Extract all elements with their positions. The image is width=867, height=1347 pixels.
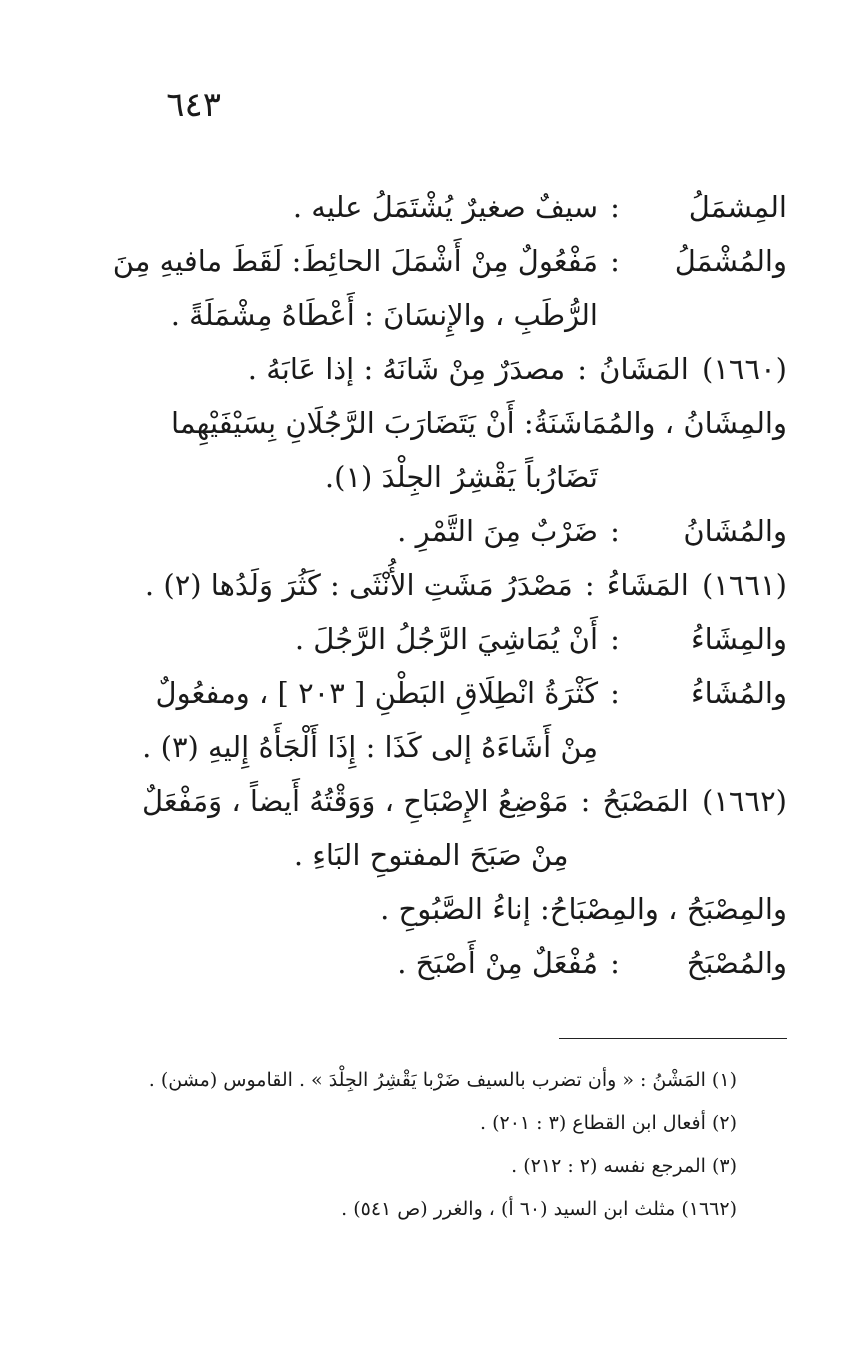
entry-headword-text: المِشمَلُ xyxy=(688,190,787,224)
definition-line: مَفْعُولٌ مِنْ أَشْمَلَ الحائِطَ: لَقَطَ مافيهِ مِنَ xyxy=(112,244,598,278)
entry-definition xyxy=(87,460,598,494)
entry-colon: : xyxy=(610,190,620,224)
entry-definition xyxy=(87,244,598,332)
entry-definition xyxy=(87,352,565,386)
entry xyxy=(87,892,787,926)
definition-line: سيفٌ صغيرٌ يُشْتَمَلُ عليه . xyxy=(292,190,598,224)
entry-headword xyxy=(632,190,787,224)
definition-line: مِنْ أَشَاءَهُ إلى كَذَا : إِذَا أَلْجَأَهُ إِليهِ (٣) . xyxy=(142,730,598,764)
footnote: (٢) أفعال ابن القطاع (٣ : ٢٠١) . xyxy=(480,1112,737,1134)
footnote: (٣) المرجع نفسه (٢ : ٢١٢) . xyxy=(511,1155,737,1177)
entry-definition xyxy=(87,676,598,764)
entry-headword xyxy=(632,244,787,278)
entry-definition xyxy=(87,190,598,224)
definition-line: كَثْرَةُ انْطِلَاقِ البَطْنِ [ ٢٠٣ ] ، ومفعُولٌ xyxy=(155,676,598,710)
entry-colon: : xyxy=(577,352,588,386)
entry-definition xyxy=(87,784,569,872)
entry-definition xyxy=(87,622,598,656)
entry-headword xyxy=(632,676,787,710)
definition-line: مِنْ صَبَحَ المفتوحِ البَاءِ . xyxy=(293,838,569,872)
entry-definition xyxy=(87,568,573,602)
entry-colon: : xyxy=(584,568,595,602)
entry xyxy=(87,946,787,980)
entry-definition xyxy=(87,946,598,980)
entry-colon: : xyxy=(610,622,620,656)
definition-line: أَنْ يُمَاشِيَ الرَّجُلُ الرَّجُلَ . xyxy=(294,622,598,656)
entry-headword-text: والمِشَاءُ xyxy=(690,622,787,656)
entry-headword-text: المَشَاءُ xyxy=(606,568,689,602)
entry-number: (١٦٦٠) xyxy=(702,352,787,386)
entry-colon: : xyxy=(610,514,620,548)
entry-colon: : xyxy=(610,676,620,710)
entry xyxy=(87,784,787,872)
entry-colon: : xyxy=(580,784,591,818)
entry xyxy=(87,244,787,332)
entry-full-line: والمِصْبَحُ ، والمِصْبَاحُ: إناءُ الصَّبُوحِ . xyxy=(380,892,787,926)
footnote: (١) المَشْنُ : « وأن تضرب بالسيف ضَرْبا يَقْشِرُ الجِلْدَ » . القاموس (مشن) . xyxy=(148,1069,737,1091)
definition-line: الرُّطَبِ ، والإِنسَانَ : أَعْطَاهُ مِشْمَلَةً . xyxy=(170,298,598,332)
entry-headword-text: والمُشَاءُ xyxy=(690,676,787,710)
definition-line: مَصْدَرُ مَشَتِ الأُنْثَى : كَثُرَ وَلَدُها (٢) . xyxy=(144,568,573,602)
entry-headword-text: والمُصْبَحُ xyxy=(686,946,787,980)
entry-headword-text: المَشَانُ xyxy=(599,352,689,386)
definition-line: تَضَارُباً يَقْشِرُ الجِلْدَ (١). xyxy=(324,460,598,494)
entry-full-line: والمِشَانُ ، والمُمَاشَنَةُ: أَنْ يَتَضَارَبَ الرَّجُلَانِ بِسَيْفَيْهِما xyxy=(171,406,787,440)
entry-headword xyxy=(632,622,787,656)
entry-headword xyxy=(599,352,787,386)
entry-colon: : xyxy=(610,946,620,980)
entry xyxy=(87,676,787,764)
entry-headword-text: والمُشْمَلُ xyxy=(674,244,787,278)
footnote-separator xyxy=(559,1038,787,1039)
entry-headword xyxy=(632,514,787,548)
definition-line: ضَرْبٌ مِنَ التَّمْرِ . xyxy=(397,514,598,548)
entry-headword xyxy=(603,784,787,818)
page-number: ٦٤٣ xyxy=(166,85,221,125)
entry-headword-text: والمُشَانُ xyxy=(683,514,787,548)
entry-definition xyxy=(87,514,598,548)
entry xyxy=(87,352,787,386)
dictionary-entries xyxy=(87,190,787,1000)
entry-number: (١٦٦١) xyxy=(702,568,787,602)
entry-headword-text: المَصْبَحُ xyxy=(602,784,689,818)
entry xyxy=(87,190,787,224)
entry xyxy=(87,406,787,494)
entry-headword xyxy=(632,946,787,980)
entry-number: (١٦٦٢) xyxy=(702,784,787,818)
entry-headword xyxy=(607,568,787,602)
definition-line: مُفْعَلٌ مِنْ أَصْبَحَ . xyxy=(397,946,598,980)
entry xyxy=(87,622,787,656)
entry xyxy=(87,568,787,602)
definition-line: مَوْضِعُ الإِصْبَاحِ ، وَوَقْتُهُ أَيضاً ، وَمَفْعَلٌ xyxy=(141,784,569,818)
definition-line: مصدَرٌ مِنْ شَانَهُ : إذا عَابَهُ . xyxy=(247,352,566,386)
footnotes xyxy=(77,1068,737,1240)
entry xyxy=(87,514,787,548)
entry-colon: : xyxy=(610,244,620,278)
footnote: (١٦٦٢) مثلث ابن السيد (٦٠ أ) ، والغرر (ص ٥٤١) . xyxy=(341,1198,737,1220)
